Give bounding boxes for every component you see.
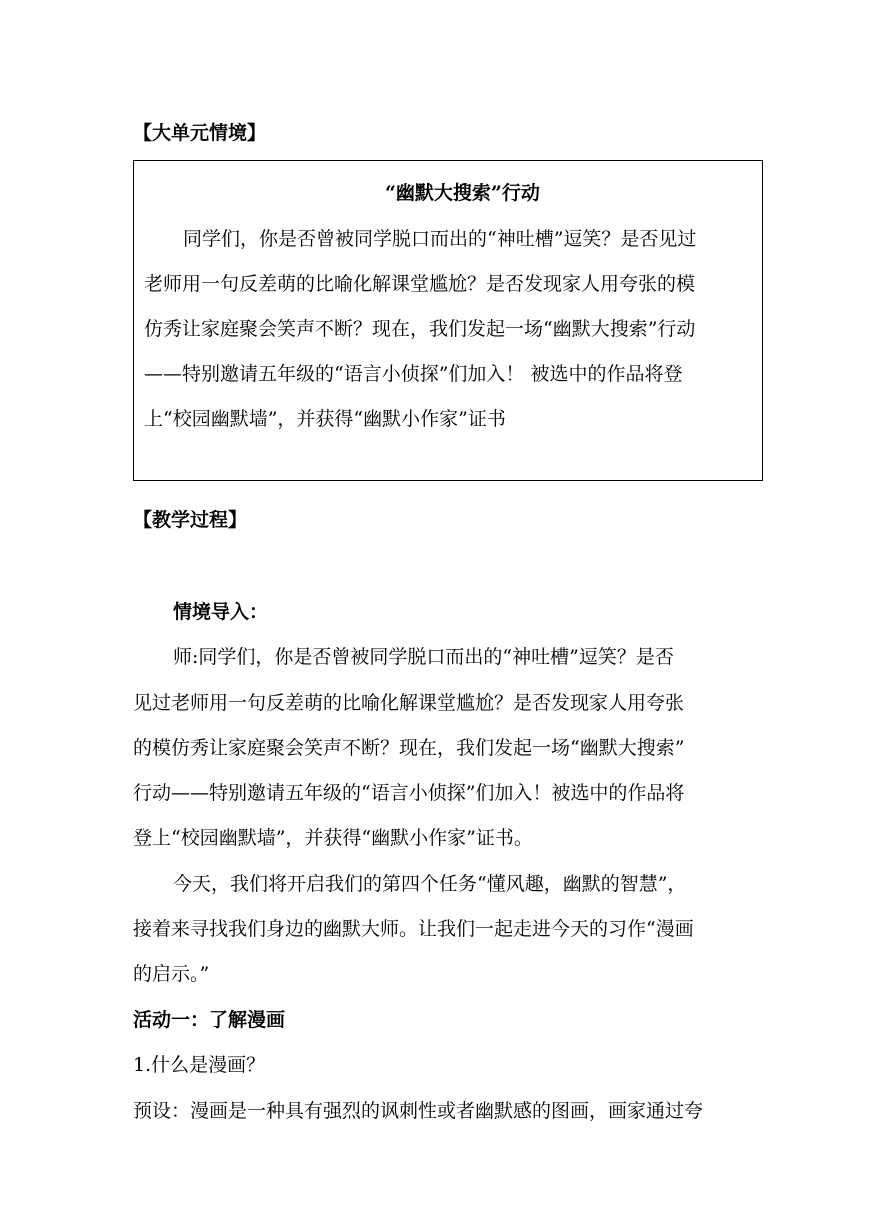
scenario-line: 老师用一句反差萌的比喻化解课堂尴尬？是否发现家人用夸张的模 xyxy=(144,273,696,295)
intro-line: 今天，我们将开启我们的第四个任务“懂风趣，幽默的智慧”， xyxy=(173,873,687,895)
activity1-question: 1.什么是漫画？ xyxy=(133,1054,266,1076)
section-heading-scenario: 【大单元情境】 xyxy=(133,122,267,144)
intro-label: 情境导入： xyxy=(173,601,269,623)
scenario-line: ——特别邀请五年级的“语言小侦探”们加入！ 被选中的作品将登 xyxy=(144,363,683,385)
section-heading-teaching: 【教学过程】 xyxy=(133,509,248,531)
activity1-heading: 活动一：了解漫画 xyxy=(133,1009,286,1031)
intro-line: 登上“校园幽默墙”，并获得“幽默小作家”证书。 xyxy=(133,827,533,849)
scenario-title: “幽默大搜索”行动 xyxy=(385,182,540,204)
activity1-answer: 预设：漫画是一种具有强烈的讽刺性或者幽默感的图画，画家通过夸 xyxy=(133,1100,704,1122)
intro-line: 师:同学们，你是否曾被同学脱口而出的“神吐槽”逗笑？是否 xyxy=(173,646,674,668)
intro-line: 接着来寻找我们身边的幽默大师。让我们一起走进今天的习作“漫画 xyxy=(133,918,694,940)
intro-line: 的启示。” xyxy=(133,963,210,985)
intro-line: 的模仿秀让家庭聚会笑声不断？现在，我们发起一场“幽默大搜索” xyxy=(133,737,685,759)
scenario-line: 同学们，你是否曾被同学脱口而出的“神吐槽”逗笑？是否见过 xyxy=(183,228,697,250)
scenario-line: 上“校园幽默墙”，并获得“幽默小作家”证书 xyxy=(144,408,506,430)
intro-line: 行动——特别邀请五年级的“语言小侦探”们加入！被选中的作品将 xyxy=(133,782,685,804)
scenario-line: 仿秀让家庭聚会笑声不断？现在，我们发起一场“幽默大搜索”行动 xyxy=(144,318,696,340)
intro-line: 见过老师用一句反差萌的比喻化解课堂尴尬？是否发现家人用夸张 xyxy=(133,692,685,714)
